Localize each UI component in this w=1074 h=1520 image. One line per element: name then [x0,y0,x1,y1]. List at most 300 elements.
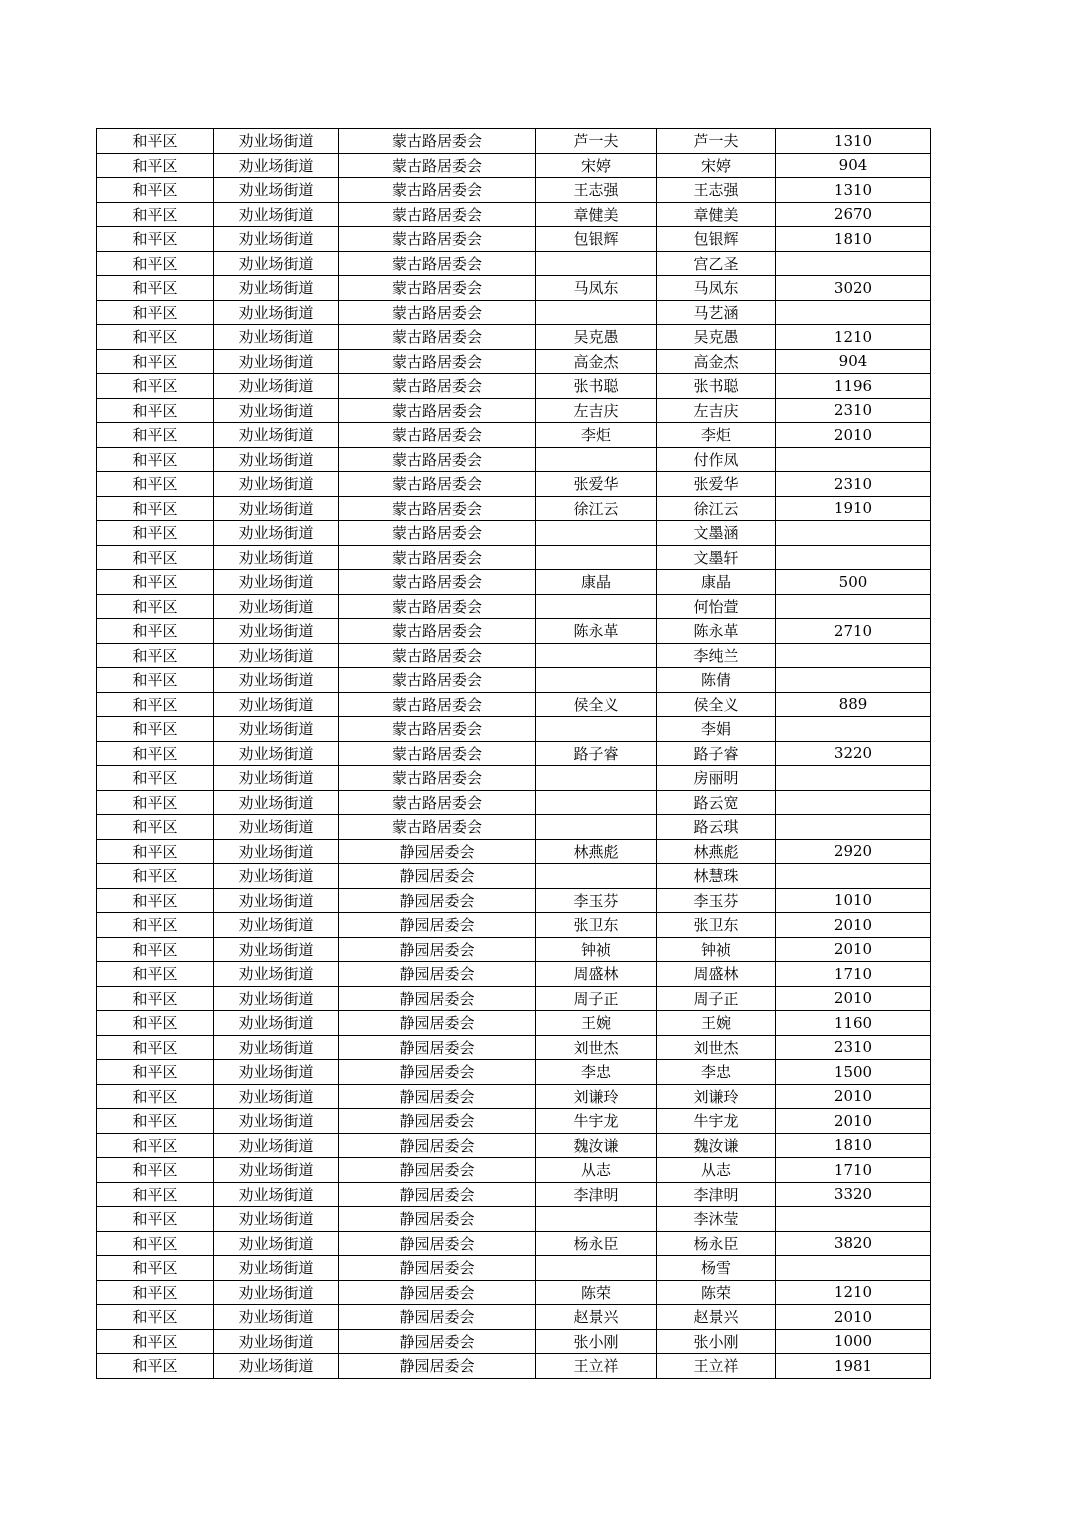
cell-amount: 2010 [776,1109,931,1134]
cell-name [536,815,657,840]
cell-district: 和平区 [97,276,214,301]
cell-street: 劝业场街道 [214,570,339,595]
cell-district: 和平区 [97,1305,214,1330]
cell-amount: 3020 [776,276,931,301]
cell-committee: 蒙古路居委会 [339,741,536,766]
cell-name: 左吉庆 [536,398,657,423]
cell-amount: 3820 [776,1231,931,1256]
cell-district: 和平区 [97,251,214,276]
cell-street: 劝业场街道 [214,1354,339,1379]
cell-name: 宋婷 [536,153,657,178]
cell-registered-name: 李炬 [657,423,776,448]
cell-committee: 蒙古路居委会 [339,349,536,374]
cell-district: 和平区 [97,815,214,840]
cell-registered-name: 林燕彪 [657,839,776,864]
residents-table [96,128,931,1379]
cell-street: 劝业场街道 [214,1158,339,1183]
table-row [97,545,931,570]
cell-street: 劝业场街道 [214,717,339,742]
table-row [97,251,931,276]
cell-committee: 静园居委会 [339,1060,536,1085]
cell-name [536,545,657,570]
cell-amount [776,864,931,889]
cell-street: 劝业场街道 [214,325,339,350]
cell-street: 劝业场街道 [214,1305,339,1330]
cell-street: 劝业场街道 [214,839,339,864]
cell-committee: 蒙古路居委会 [339,325,536,350]
cell-street: 劝业场街道 [214,741,339,766]
table-row [97,1256,931,1281]
cell-district: 和平区 [97,1158,214,1183]
cell-street: 劝业场街道 [214,1133,339,1158]
cell-street: 劝业场街道 [214,1280,339,1305]
cell-amount: 1000 [776,1329,931,1354]
cell-registered-name: 付作凤 [657,447,776,472]
table-row [97,349,931,374]
cell-district: 和平区 [97,1329,214,1354]
cell-registered-name: 牛宇龙 [657,1109,776,1134]
cell-name: 张卫东 [536,913,657,938]
cell-committee: 蒙古路居委会 [339,815,536,840]
cell-committee: 蒙古路居委会 [339,276,536,301]
cell-district: 和平区 [97,300,214,325]
table-row [97,1084,931,1109]
cell-amount [776,668,931,693]
cell-street: 劝业场街道 [214,790,339,815]
cell-registered-name: 陈永革 [657,619,776,644]
cell-committee: 静园居委会 [339,864,536,889]
cell-registered-name: 李沐莹 [657,1207,776,1232]
table-row [97,766,931,791]
table-row [97,741,931,766]
cell-street: 劝业场街道 [214,668,339,693]
cell-amount: 904 [776,153,931,178]
cell-street: 劝业场街道 [214,423,339,448]
cell-district: 和平区 [97,570,214,595]
cell-amount [776,521,931,546]
table-row [97,986,931,1011]
cell-amount: 2010 [776,1305,931,1330]
cell-committee: 蒙古路居委会 [339,619,536,644]
cell-registered-name: 宫乙圣 [657,251,776,276]
cell-district: 和平区 [97,227,214,252]
cell-committee: 静园居委会 [339,888,536,913]
table-row [97,1329,931,1354]
cell-district: 和平区 [97,1207,214,1232]
table-row [97,619,931,644]
cell-name: 路子睿 [536,741,657,766]
cell-district: 和平区 [97,1084,214,1109]
cell-committee: 蒙古路居委会 [339,447,536,472]
cell-amount [776,1207,931,1232]
cell-street: 劝业场街道 [214,521,339,546]
cell-amount: 500 [776,570,931,595]
cell-committee: 静园居委会 [339,986,536,1011]
cell-name [536,668,657,693]
cell-registered-name: 李忠 [657,1060,776,1085]
table-row [97,178,931,203]
cell-committee: 静园居委会 [339,839,536,864]
cell-district: 和平区 [97,692,214,717]
cell-district: 和平区 [97,619,214,644]
table-row [97,864,931,889]
cell-registered-name: 何怡萱 [657,594,776,619]
cell-street: 劝业场街道 [214,962,339,987]
cell-street: 劝业场街道 [214,1231,339,1256]
cell-registered-name: 吴克愚 [657,325,776,350]
cell-name: 李玉芬 [536,888,657,913]
cell-committee: 蒙古路居委会 [339,153,536,178]
cell-amount: 2310 [776,398,931,423]
cell-amount: 2310 [776,1035,931,1060]
cell-district: 和平区 [97,1133,214,1158]
cell-amount: 2010 [776,913,931,938]
cell-registered-name: 陈倩 [657,668,776,693]
cell-street: 劝业场街道 [214,1207,339,1232]
cell-district: 和平区 [97,129,214,154]
cell-street: 劝业场街道 [214,300,339,325]
cell-street: 劝业场街道 [214,1109,339,1134]
cell-street: 劝业场街道 [214,864,339,889]
table-row [97,1280,931,1305]
cell-street: 劝业场街道 [214,619,339,644]
cell-committee: 静园居委会 [339,1011,536,1036]
cell-committee: 静园居委会 [339,1231,536,1256]
cell-name: 张小刚 [536,1329,657,1354]
cell-district: 和平区 [97,545,214,570]
table-row [97,815,931,840]
cell-district: 和平区 [97,496,214,521]
cell-amount [776,815,931,840]
cell-name: 陈永革 [536,619,657,644]
cell-amount: 2920 [776,839,931,864]
table-row [97,913,931,938]
cell-street: 劝业场街道 [214,472,339,497]
cell-district: 和平区 [97,1011,214,1036]
cell-name: 徐江云 [536,496,657,521]
cell-street: 劝业场街道 [214,153,339,178]
table-row [97,1035,931,1060]
cell-name: 钟祯 [536,937,657,962]
cell-committee: 蒙古路居委会 [339,717,536,742]
cell-committee: 蒙古路居委会 [339,202,536,227]
cell-registered-name: 林慧珠 [657,864,776,889]
table-row [97,374,931,399]
cell-street: 劝业场街道 [214,129,339,154]
cell-committee: 蒙古路居委会 [339,545,536,570]
cell-amount [776,790,931,815]
table-row [97,1133,931,1158]
cell-amount: 2010 [776,937,931,962]
table-row [97,398,931,423]
cell-name [536,717,657,742]
table-row [97,276,931,301]
cell-district: 和平区 [97,202,214,227]
table-row [97,129,931,154]
cell-district: 和平区 [97,349,214,374]
cell-registered-name: 芦一夫 [657,129,776,154]
cell-committee: 蒙古路居委会 [339,692,536,717]
cell-committee: 蒙古路居委会 [339,521,536,546]
cell-amount: 2010 [776,1084,931,1109]
cell-amount: 1710 [776,962,931,987]
cell-name: 杨永臣 [536,1231,657,1256]
cell-committee: 静园居委会 [339,1256,536,1281]
table-row [97,962,931,987]
cell-amount [776,643,931,668]
cell-committee: 静园居委会 [339,1280,536,1305]
cell-name: 牛宇龙 [536,1109,657,1134]
cell-amount: 1160 [776,1011,931,1036]
cell-committee: 静园居委会 [339,937,536,962]
table-row [97,202,931,227]
cell-amount: 1210 [776,325,931,350]
cell-district: 和平区 [97,643,214,668]
cell-registered-name: 王志强 [657,178,776,203]
cell-committee: 蒙古路居委会 [339,766,536,791]
table-row [97,1354,931,1379]
cell-name [536,300,657,325]
cell-street: 劝业场街道 [214,1011,339,1036]
cell-amount: 1310 [776,129,931,154]
cell-name [536,521,657,546]
cell-committee: 静园居委会 [339,1182,536,1207]
cell-street: 劝业场街道 [214,447,339,472]
cell-name: 吴克愚 [536,325,657,350]
table-row [97,570,931,595]
cell-street: 劝业场街道 [214,913,339,938]
cell-name: 刘世杰 [536,1035,657,1060]
cell-street: 劝业场街道 [214,1084,339,1109]
cell-amount [776,717,931,742]
table-row [97,937,931,962]
cell-street: 劝业场街道 [214,349,339,374]
cell-district: 和平区 [97,521,214,546]
cell-name: 刘谦玲 [536,1084,657,1109]
cell-registered-name: 张爱华 [657,472,776,497]
cell-name [536,864,657,889]
table-row [97,447,931,472]
table-row [97,594,931,619]
cell-name: 周子正 [536,986,657,1011]
cell-registered-name: 魏汝谦 [657,1133,776,1158]
table-row [97,692,931,717]
cell-street: 劝业场街道 [214,1035,339,1060]
cell-amount [776,447,931,472]
cell-registered-name: 高金杰 [657,349,776,374]
cell-district: 和平区 [97,594,214,619]
cell-committee: 静园居委会 [339,1109,536,1134]
cell-committee: 静园居委会 [339,1207,536,1232]
cell-registered-name: 刘谦玲 [657,1084,776,1109]
cell-amount: 1010 [776,888,931,913]
cell-amount: 1810 [776,227,931,252]
cell-registered-name: 包银辉 [657,227,776,252]
cell-street: 劝业场街道 [214,398,339,423]
cell-registered-name: 陈荣 [657,1280,776,1305]
cell-name: 马凤东 [536,276,657,301]
table-row [97,643,931,668]
cell-district: 和平区 [97,937,214,962]
cell-district: 和平区 [97,888,214,913]
cell-committee: 蒙古路居委会 [339,398,536,423]
cell-street: 劝业场街道 [214,202,339,227]
cell-committee: 蒙古路居委会 [339,129,536,154]
cell-street: 劝业场街道 [214,227,339,252]
table-row [97,1182,931,1207]
cell-district: 和平区 [97,1035,214,1060]
cell-registered-name: 文墨涵 [657,521,776,546]
cell-district: 和平区 [97,864,214,889]
cell-registered-name: 左吉庆 [657,398,776,423]
cell-district: 和平区 [97,1060,214,1085]
cell-street: 劝业场街道 [214,374,339,399]
cell-street: 劝业场街道 [214,986,339,1011]
cell-name: 王志强 [536,178,657,203]
cell-district: 和平区 [97,153,214,178]
cell-name: 李炬 [536,423,657,448]
cell-district: 和平区 [97,766,214,791]
cell-amount [776,251,931,276]
cell-district: 和平区 [97,741,214,766]
cell-name: 林燕彪 [536,839,657,864]
cell-committee: 静园居委会 [339,1133,536,1158]
table-row [97,1158,931,1183]
cell-registered-name: 李津明 [657,1182,776,1207]
cell-name [536,766,657,791]
cell-registered-name: 徐江云 [657,496,776,521]
cell-district: 和平区 [97,790,214,815]
cell-amount: 3320 [776,1182,931,1207]
cell-district: 和平区 [97,398,214,423]
cell-amount: 1310 [776,178,931,203]
cell-amount: 2710 [776,619,931,644]
cell-street: 劝业场街道 [214,251,339,276]
cell-name [536,1207,657,1232]
cell-street: 劝业场街道 [214,643,339,668]
cell-committee: 蒙古路居委会 [339,227,536,252]
cell-street: 劝业场街道 [214,937,339,962]
cell-name: 从志 [536,1158,657,1183]
cell-amount: 1500 [776,1060,931,1085]
cell-district: 和平区 [97,472,214,497]
cell-amount: 1910 [776,496,931,521]
cell-registered-name: 房丽明 [657,766,776,791]
table-row [97,521,931,546]
cell-street: 劝业场街道 [214,766,339,791]
cell-amount [776,1256,931,1281]
table-row [97,325,931,350]
table-row [97,839,931,864]
table-row [97,1207,931,1232]
cell-street: 劝业场街道 [214,1182,339,1207]
cell-name: 康晶 [536,570,657,595]
cell-committee: 蒙古路居委会 [339,594,536,619]
cell-district: 和平区 [97,1280,214,1305]
cell-street: 劝业场街道 [214,1329,339,1354]
cell-name: 高金杰 [536,349,657,374]
cell-registered-name: 路子睿 [657,741,776,766]
cell-registered-name: 宋婷 [657,153,776,178]
cell-amount: 1981 [776,1354,931,1379]
cell-district: 和平区 [97,717,214,742]
cell-street: 劝业场街道 [214,1060,339,1085]
cell-registered-name: 王立祥 [657,1354,776,1379]
cell-name: 张书聪 [536,374,657,399]
cell-name: 魏汝谦 [536,1133,657,1158]
cell-district: 和平区 [97,1354,214,1379]
cell-registered-name: 周子正 [657,986,776,1011]
cell-name: 王立祥 [536,1354,657,1379]
cell-registered-name: 康晶 [657,570,776,595]
cell-street: 劝业场街道 [214,178,339,203]
cell-amount: 2010 [776,986,931,1011]
cell-amount [776,300,931,325]
cell-name: 芦一夫 [536,129,657,154]
cell-district: 和平区 [97,962,214,987]
cell-registered-name: 马艺涵 [657,300,776,325]
cell-name: 章健美 [536,202,657,227]
cell-registered-name: 杨永臣 [657,1231,776,1256]
cell-committee: 静园居委会 [339,1305,536,1330]
cell-district: 和平区 [97,423,214,448]
cell-committee: 静园居委会 [339,1084,536,1109]
table-row [97,300,931,325]
cell-committee: 蒙古路居委会 [339,251,536,276]
cell-name: 陈荣 [536,1280,657,1305]
cell-name: 李忠 [536,1060,657,1085]
residents-table-body [97,129,931,1379]
cell-committee: 静园居委会 [339,1329,536,1354]
cell-registered-name: 侯全义 [657,692,776,717]
cell-committee: 静园居委会 [339,962,536,987]
cell-district: 和平区 [97,1256,214,1281]
table-row [97,668,931,693]
table-row [97,153,931,178]
cell-district: 和平区 [97,1109,214,1134]
cell-registered-name: 从志 [657,1158,776,1183]
cell-name: 包银辉 [536,227,657,252]
cell-amount: 2310 [776,472,931,497]
cell-street: 劝业场街道 [214,692,339,717]
cell-amount: 1710 [776,1158,931,1183]
cell-registered-name: 张书聪 [657,374,776,399]
cell-name: 侯全义 [536,692,657,717]
cell-amount: 3220 [776,741,931,766]
cell-district: 和平区 [97,325,214,350]
table-row [97,888,931,913]
cell-name: 张爱华 [536,472,657,497]
table-row [97,227,931,252]
cell-committee: 蒙古路居委会 [339,643,536,668]
cell-registered-name: 李纯兰 [657,643,776,668]
cell-registered-name: 钟祯 [657,937,776,962]
cell-registered-name: 张小刚 [657,1329,776,1354]
cell-district: 和平区 [97,913,214,938]
table-row [97,472,931,497]
cell-district: 和平区 [97,447,214,472]
cell-registered-name: 杨雪 [657,1256,776,1281]
cell-amount [776,594,931,619]
cell-registered-name: 章健美 [657,202,776,227]
cell-committee: 蒙古路居委会 [339,496,536,521]
cell-name [536,594,657,619]
cell-district: 和平区 [97,178,214,203]
cell-name [536,447,657,472]
cell-name [536,251,657,276]
cell-amount [776,545,931,570]
cell-registered-name: 赵景兴 [657,1305,776,1330]
